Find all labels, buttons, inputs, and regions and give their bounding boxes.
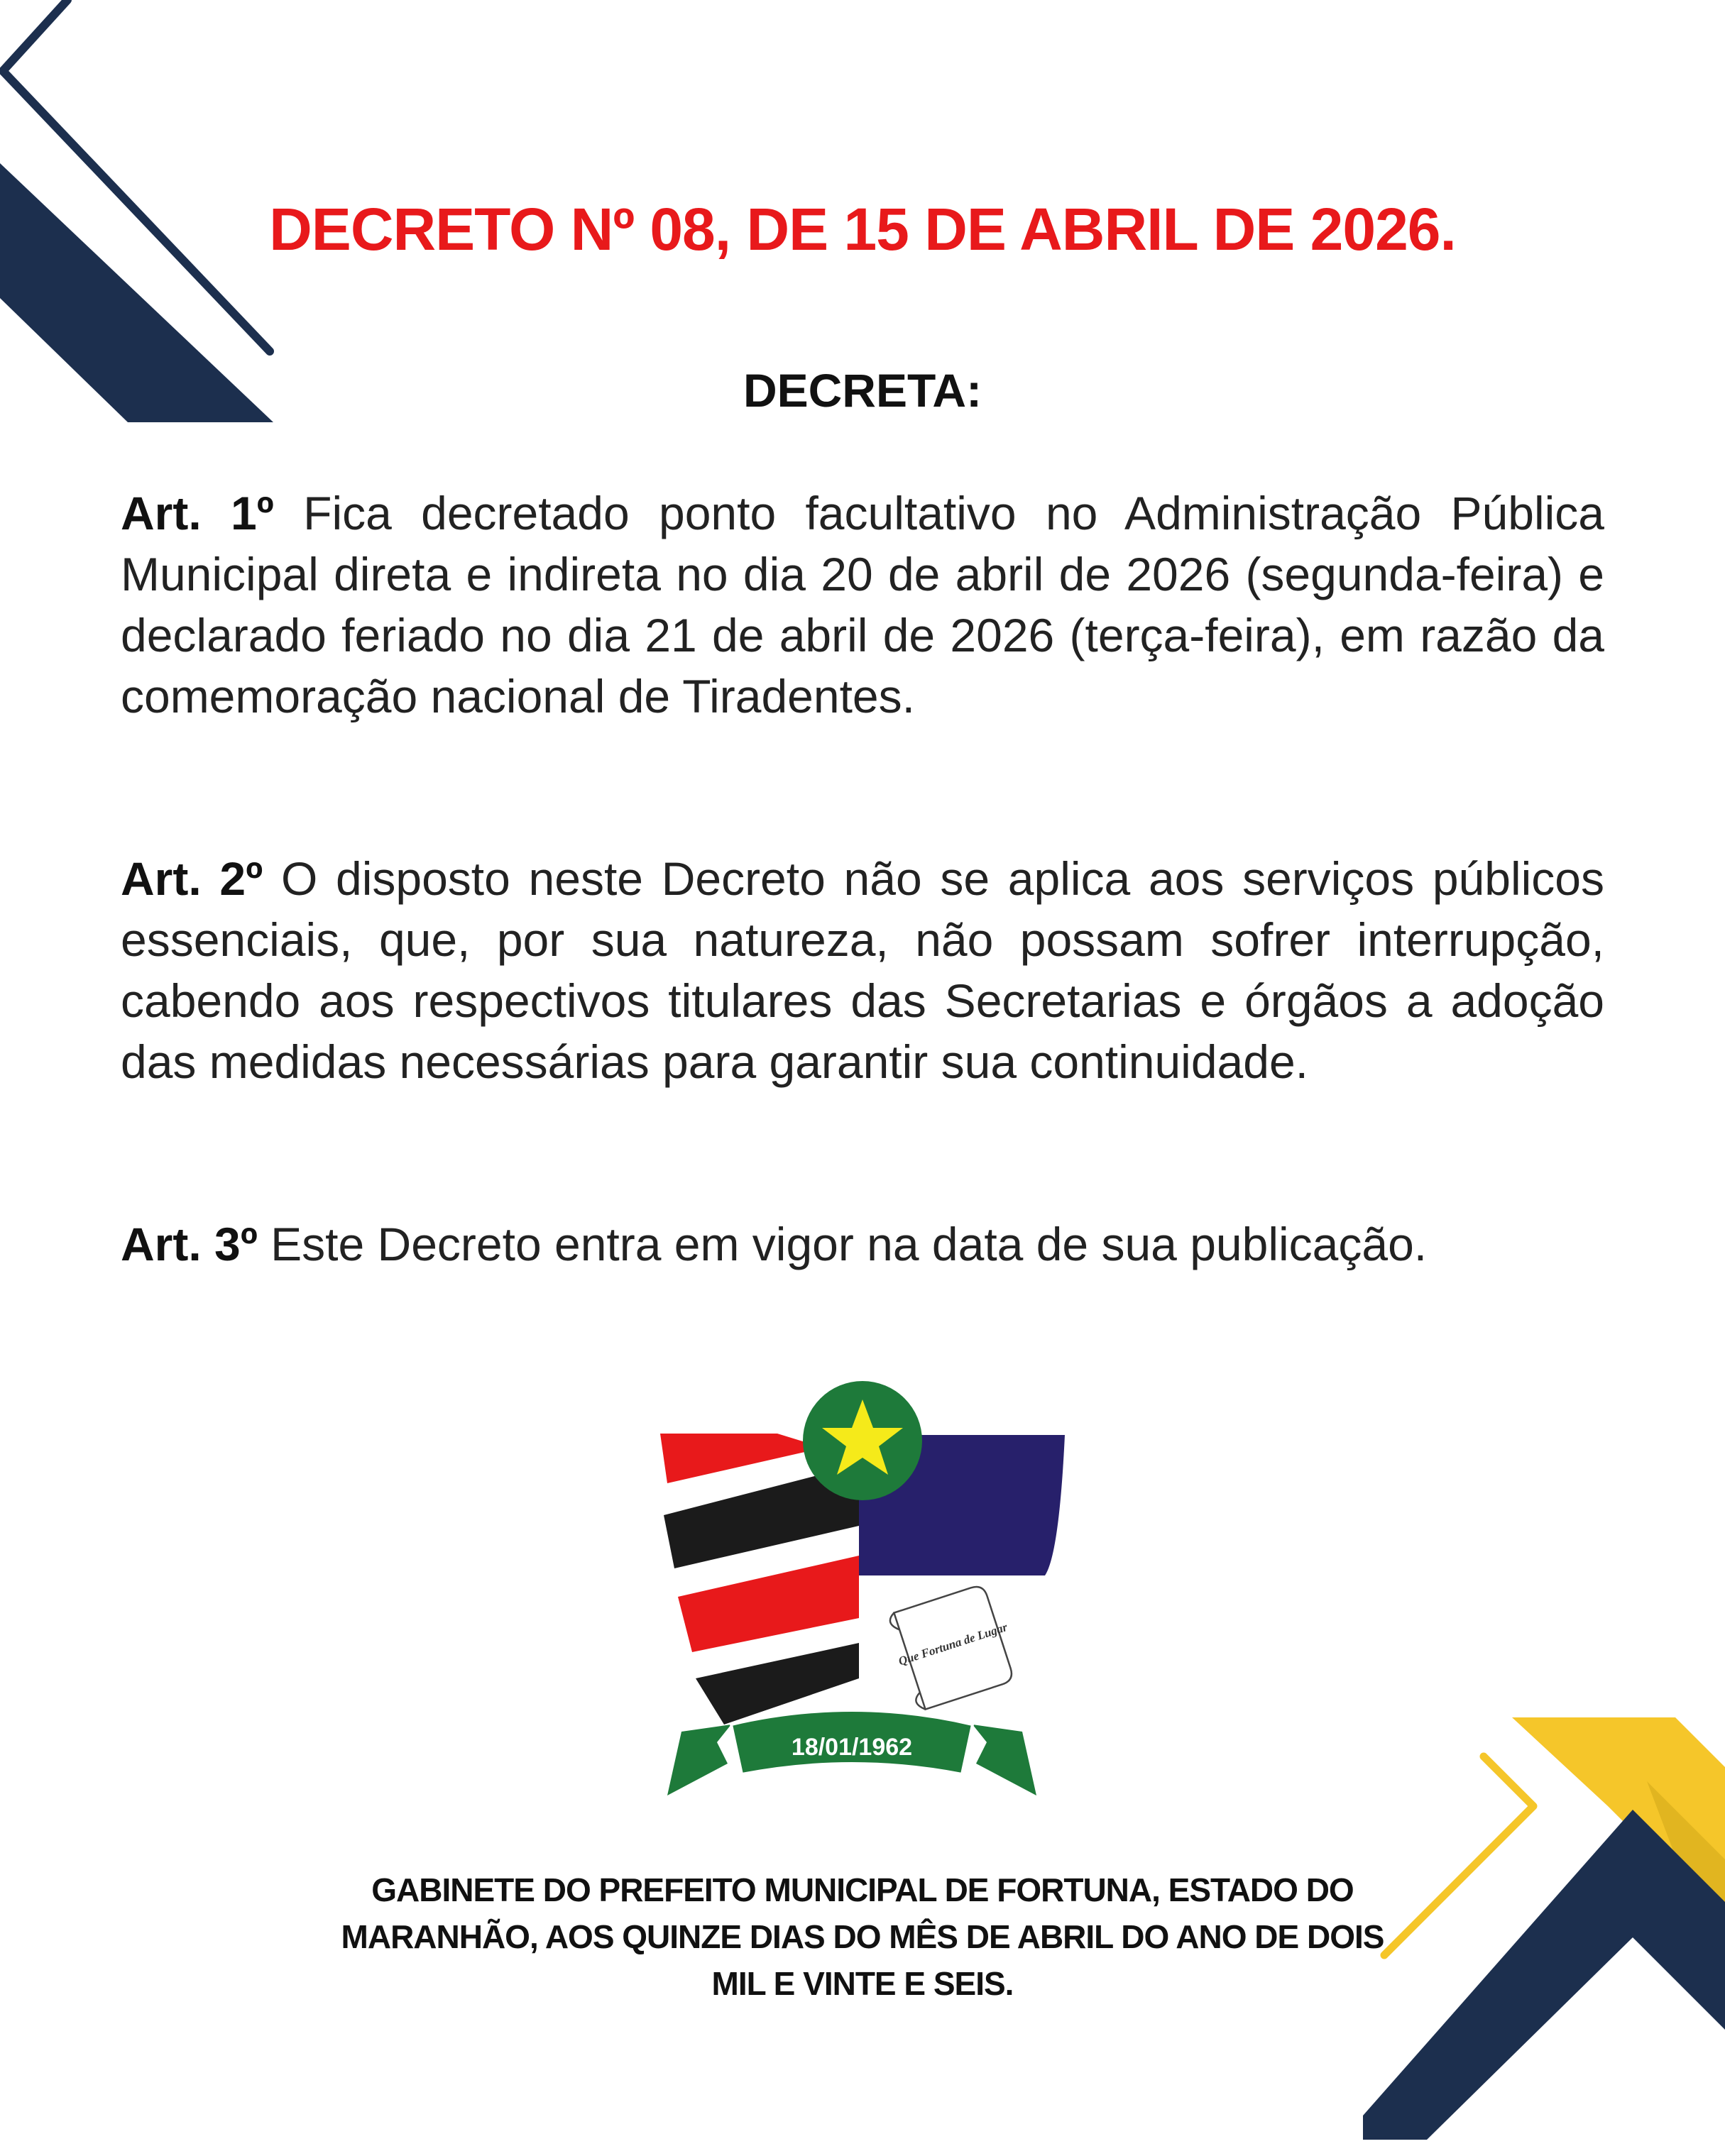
- article-2-text: O disposto neste Decreto não se aplica aos serviços públicos essenciais, que, por sua natureza, não possam sofrer interrupção, cabendo aos respectivos titulares das Secretarias e órgãos a adoção das medidas necessárias para garantir sua continuidade.: [121, 852, 1605, 1088]
- article-3: [121, 1214, 1604, 1275]
- article-3-text: Este Decreto entra em vigor na data de sua publicação.: [270, 1218, 1428, 1270]
- decree-title: DECRETO Nº 08, DE 15 DE ABRIL DE 2026.: [269, 196, 1456, 263]
- municipal-coat-of-arms-icon: [639, 1370, 1065, 1810]
- article-2: [121, 848, 1604, 1092]
- founding-date: 18/01/1962: [791, 1734, 913, 1761]
- bottom-right-decoration: [1363, 1703, 1725, 2156]
- article-2-label: Art. 2º: [121, 852, 263, 905]
- article-3-label: Art. 3º: [121, 1218, 258, 1270]
- footer-text: GABINETE DO PREFEITO MUNICIPAL DE FORTUNA, ESTADO DO MARANHÃO, AOS QUINZE DIAS DO MÊS DE ABRIL DO ANO DE DOIS MIL E VINTE E SEIS.: [341, 1871, 1384, 2002]
- scroll-motto: Que Fortuna de Lugar: [897, 1619, 1009, 1668]
- article-1-text: Fica decretado ponto facultativo no Administração Pública Municipal direta e indireta no dia 20 de abril de 2026 (segunda-feira) e declarado feriado no dia 21 de abril de 2026 (terça-feira), em razão da comemoração nacional de Tiradentes.: [121, 487, 1604, 722]
- article-1: [121, 483, 1604, 727]
- decreta-heading: DECRETA:: [743, 364, 982, 417]
- article-1-label: Art. 1º: [121, 487, 274, 539]
